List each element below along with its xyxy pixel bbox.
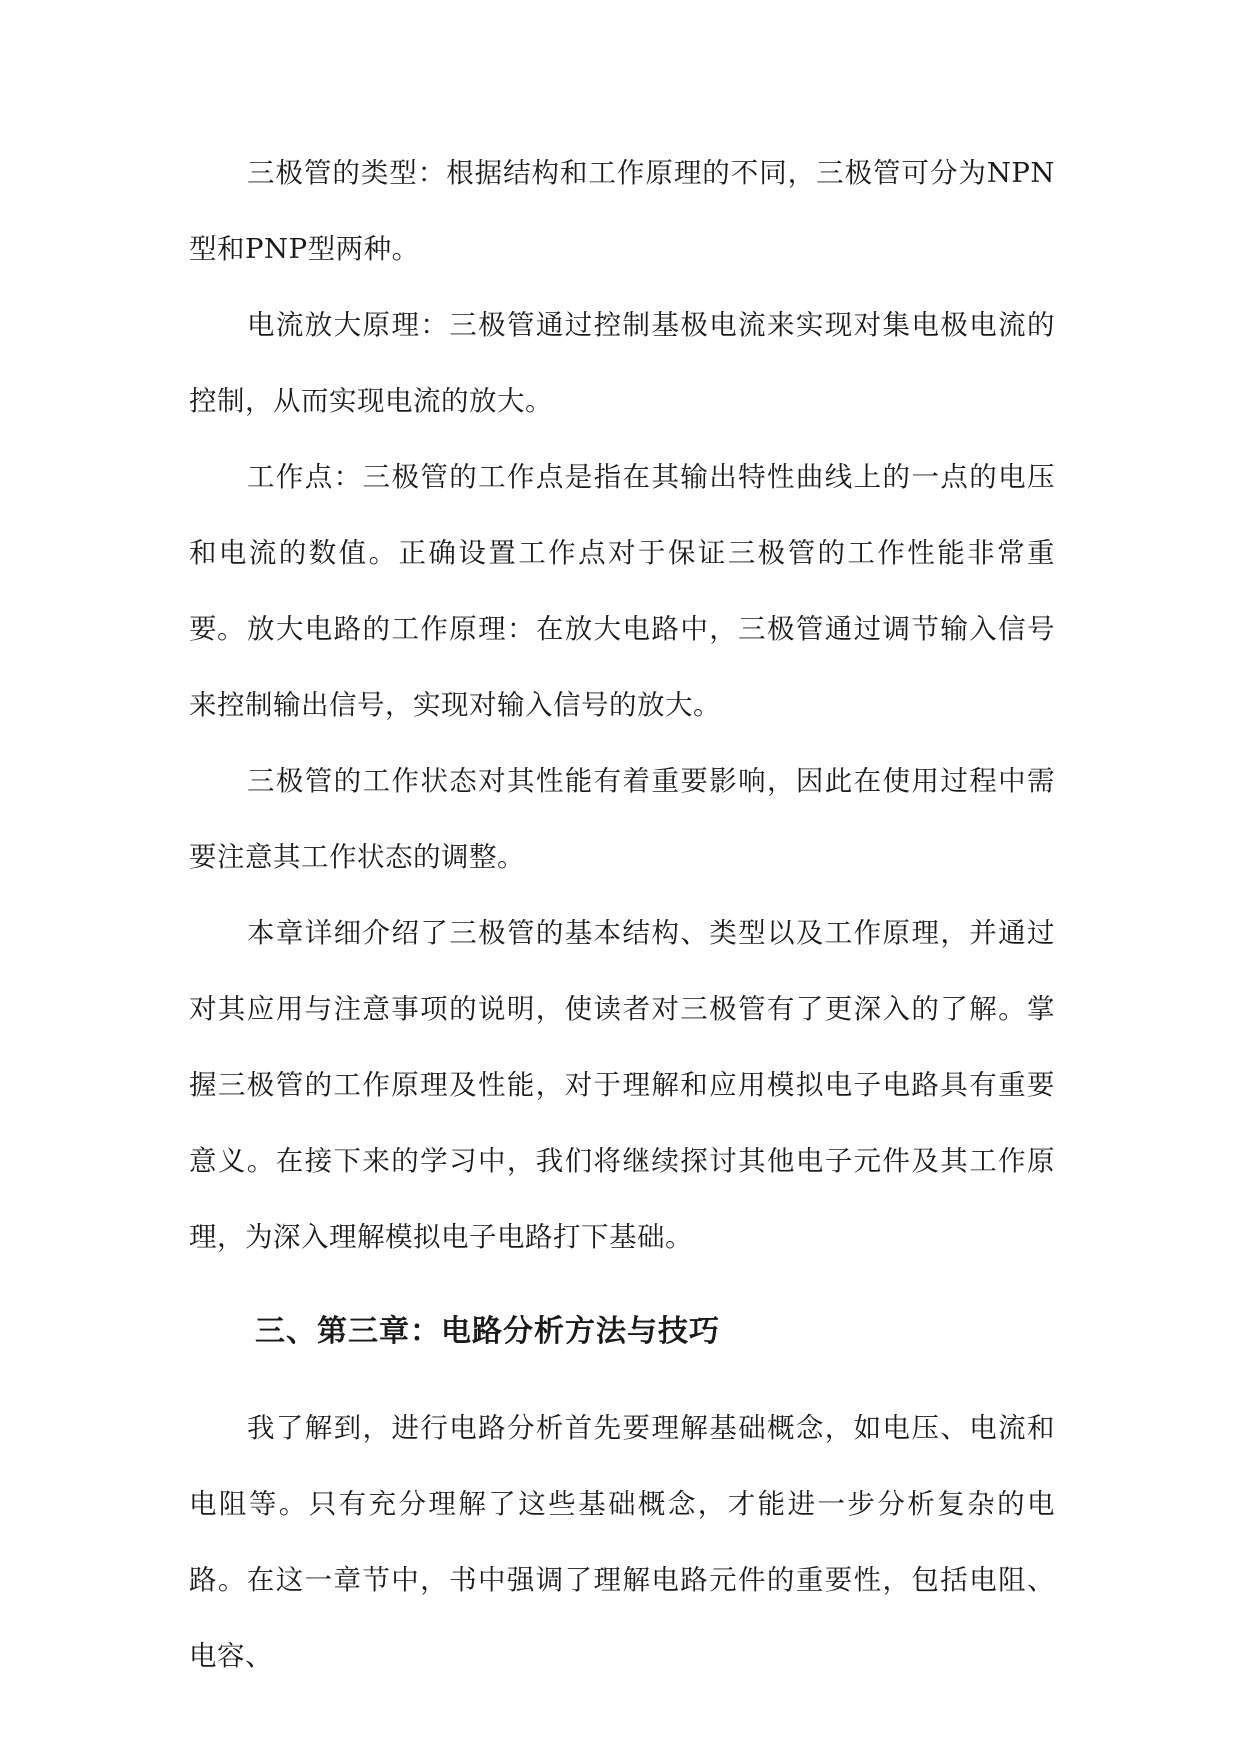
paragraph-transistor-types: 三极管的类型：根据结构和工作原理的不同，三极管可分为NPN型和PNP型两种。 xyxy=(189,157,1055,265)
paragraph-working-state: 三极管的工作状态对其性能有着重要影响，因此在使用过程中需要注意其工作状态的调整。 xyxy=(189,765,1055,873)
paragraph-current-amplification: 电流放大原理：三极管通过控制基极电流来实现对集电极电流的控制，从而实现电流的放大。 xyxy=(189,309,1055,417)
paragraph-circuit-analysis-intro: 我了解到，进行电路分析首先要理解基础概念，如电压、电流和电阻等。只有充分理解了这些基础概念，才能进一步分析复杂的电路。在这一章节中，书中强调了理解电路元件的重要性，包括电阻、电容、 xyxy=(189,1412,1055,1672)
section-heading: 三、第三章：电路分析方法与技巧 xyxy=(255,1314,720,1349)
paragraph-chapter-summary: 本章详细介绍了三极管的基本结构、类型以及工作原理，并通过对其应用与注意事项的说明，使读者对三极管有了更深入的了解。掌握三极管的工作原理及性能，对于理解和应用模拟电子电路具有重要意义。在接下来的学习中，我们将继续探讨其他电子元件及其工作原理，为深入理解模拟电子电路打下基础。 xyxy=(189,917,1055,1253)
paragraph-operating-point: 工作点：三极管的工作点是指在其输出特性曲线上的一点的电压和电流的数值。正确设置工作点对于保证三极管的工作性能非常重要。 xyxy=(189,461,1055,645)
paragraph-amplifier-principle: 放大电路的工作原理：在放大电路中，三极管通过调节输入信号来控制输出信号，实现对输入信号的放大。 xyxy=(189,613,1055,721)
